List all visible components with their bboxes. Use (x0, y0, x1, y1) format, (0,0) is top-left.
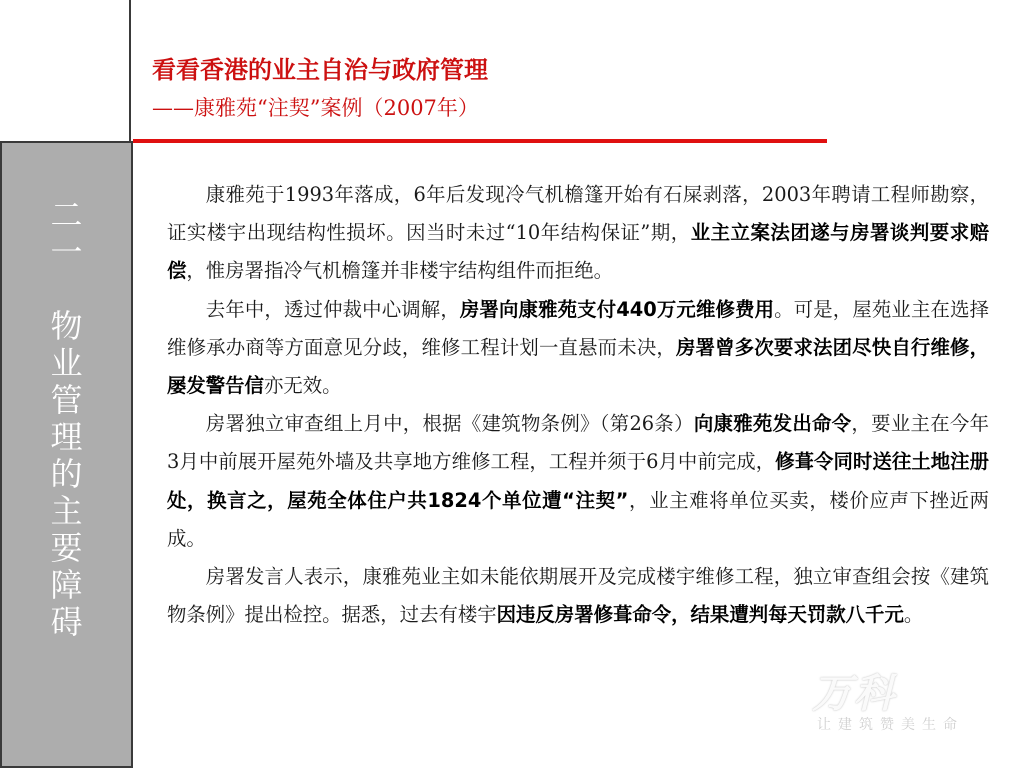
section-char: 物 (50, 307, 83, 345)
paragraph (167, 291, 989, 406)
section-sidebar (0, 141, 133, 768)
section-char: 业 (50, 344, 83, 382)
section-char: 碍 (50, 603, 83, 641)
highlight-text: 因违反房署修葺命令，结果遭判每天罚款八千元 (496, 603, 904, 627)
text-run: ，惟房署指冷气机檐篷并非楼宇结构组件而拒绝。 (186, 259, 613, 283)
text-run: 康雅苑于1993年落成，6年后发现冷气机檐篷开始有石屎剥落，2003年聘请工程师勘察，证实楼宇出现结构性损坏。因当时未过“10年结构保证”期， (167, 183, 989, 245)
title-divider (133, 139, 827, 143)
text-run: 。 (903, 603, 924, 627)
highlight-text: 房署曾多次要求法团尽快自行维修，屡发警告信 (167, 335, 990, 398)
section-char: 管 (50, 381, 83, 419)
text-run: ，要业主在今年3月中前展开屋苑外墙及共享地方维修工程，工程并须于6月中前完成， (167, 412, 990, 474)
logo-slogan: 让建筑赞美生命 (817, 717, 964, 733)
vanke-logo (812, 662, 992, 742)
paragraph (167, 176, 989, 291)
text-run: 。可是，屋苑业主在选择维修承办商等方面意见分歧，维修工程计划一直悬而未决， (167, 297, 989, 359)
slide-subtitle: ——康雅苑“注契”案例（2007年） (152, 96, 479, 120)
paragraph (167, 558, 989, 634)
highlight-text: 房署向康雅苑支付440万元维修费用 (459, 297, 775, 321)
text-run: 去年中，透过仲裁中心调解， (205, 297, 460, 321)
text-run: ，业主难将单位买卖，楼价应声下挫近两成。 (167, 488, 989, 550)
highlight-text: 向康雅苑发出命令 (693, 412, 852, 436)
highlight-text: 业主立案法团遂与房署谈判要求赔偿 (167, 221, 990, 283)
text-run: 房署发言人表示，康雅苑业主如未能依期展开及完成楼宇维修工程，独立审查组会按《建筑物条例》提出检控。据悉，过去有楼宇 (167, 565, 989, 627)
highlight-text: 修葺令同时送往土地注册处，换言之，屋苑全体住户共1824个单位遭“注契” (167, 450, 989, 512)
section-char: 一 (50, 233, 83, 271)
paragraph (167, 405, 989, 558)
slide-title: 看看香港的业主自治与政府管理 (152, 56, 488, 84)
section-char: 理 (50, 418, 83, 456)
section-label (2, 197, 131, 641)
section-char: 二 (50, 196, 83, 234)
case-body (167, 176, 989, 634)
logo-mark: 万科 (812, 671, 896, 717)
corner-panel (0, 0, 131, 141)
section-char (2, 271, 131, 308)
section-char: 障 (50, 566, 83, 604)
text-run: 房署独立审查组上月中，根据《建筑物条例》（第26条） (205, 412, 694, 436)
section-char: 的 (50, 455, 83, 493)
text-run: 亦无效。 (263, 374, 342, 398)
section-char: 主 (50, 492, 83, 530)
section-char: 要 (50, 529, 83, 567)
